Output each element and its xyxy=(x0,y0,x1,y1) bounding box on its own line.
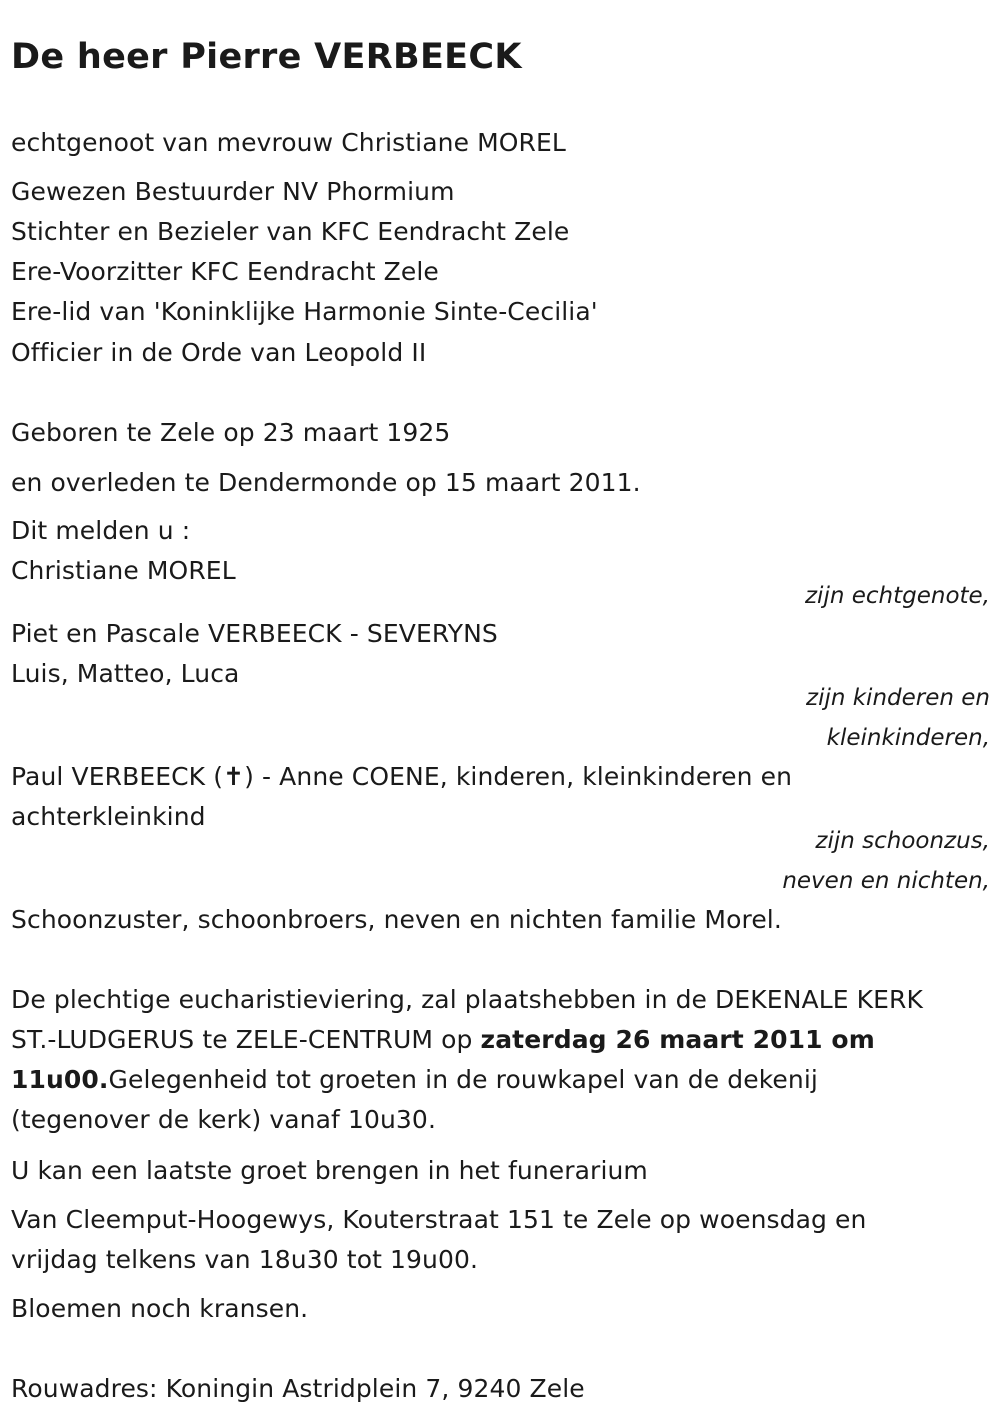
funerarium-line: Van Cleemput-Hoogewys, Kouterstraat 151 te Zele op woensdag en xyxy=(11,1205,867,1234)
ceremony-time: 11u00. xyxy=(11,1065,109,1094)
function-line: Officier in de Orde van Leopold II xyxy=(11,338,427,367)
ceremony-date: zaterdag 26 maart 2011 om xyxy=(480,1025,875,1054)
grandchildren-line: Luis, Matteo, Luca xyxy=(11,659,240,688)
children-line: Piet en Pascale VERBEECK - SEVERYNS xyxy=(11,619,498,648)
ceremony-line xyxy=(11,1020,875,1060)
children-role: zijn kinderen en xyxy=(806,685,990,711)
inlaw-role: neven en nichten, xyxy=(782,868,990,894)
function-line: Gewezen Bestuurder NV Phormium xyxy=(11,177,455,206)
morel-family-line: Schoonzuster, schoonbroers, neven en nichten familie Morel. xyxy=(11,905,782,934)
flowers-line: Bloemen noch kransen. xyxy=(11,1294,309,1323)
children-role: kleinkinderen, xyxy=(826,725,990,751)
ceremony-text: ST.-LUDGERUS te ZELE-CENTRUM op xyxy=(11,1025,481,1054)
page-title: De heer Pierre VERBEECK xyxy=(11,37,522,77)
ceremony-line: De plechtige eucharistieviering, zal plaatshebben in de DEKENALE KERK xyxy=(11,985,924,1014)
death-line: en overleden te Dendermonde op 15 maart 2011. xyxy=(11,468,641,497)
ceremony-text: Gelegenheid tot groeten in de rouwkapel van de dekenij xyxy=(108,1065,818,1094)
birth-line: Geboren te Zele op 23 maart 1925 xyxy=(11,418,451,447)
ceremony-line: (tegenover de kerk) vanaf 10u30. xyxy=(11,1105,436,1134)
function-line: Stichter en Bezieler van KFC Eendracht Zele xyxy=(11,217,570,246)
inlaw-line: achterkleinkind xyxy=(11,802,206,831)
announce-line: Dit melden u : xyxy=(11,516,191,545)
inlaw-role: zijn schoonzus, xyxy=(815,828,990,854)
funerarium-line: vrijdag telkens van 18u30 tot 19u00. xyxy=(11,1245,479,1274)
function-line: Ere-Voorzitter KFC Eendracht Zele xyxy=(11,257,439,286)
spouse-line: echtgenoot van mevrouw Christiane MOREL xyxy=(11,128,566,157)
spouse-role: zijn echtgenote, xyxy=(804,583,990,609)
ceremony-line xyxy=(11,1060,818,1100)
funerarium-line: U kan een laatste groet brengen in het funerarium xyxy=(11,1156,648,1185)
inlaw-line: Paul VERBEECK (✝) - Anne COENE, kinderen, kleinkinderen en xyxy=(11,762,793,791)
function-line: Ere-lid van 'Koninklijke Harmonie Sinte-Cecilia' xyxy=(11,297,598,326)
address-line: Rouwadres: Koningin Astridplein 7, 9240 Zele xyxy=(11,1374,585,1403)
spouse-name: Christiane MOREL xyxy=(11,556,236,585)
